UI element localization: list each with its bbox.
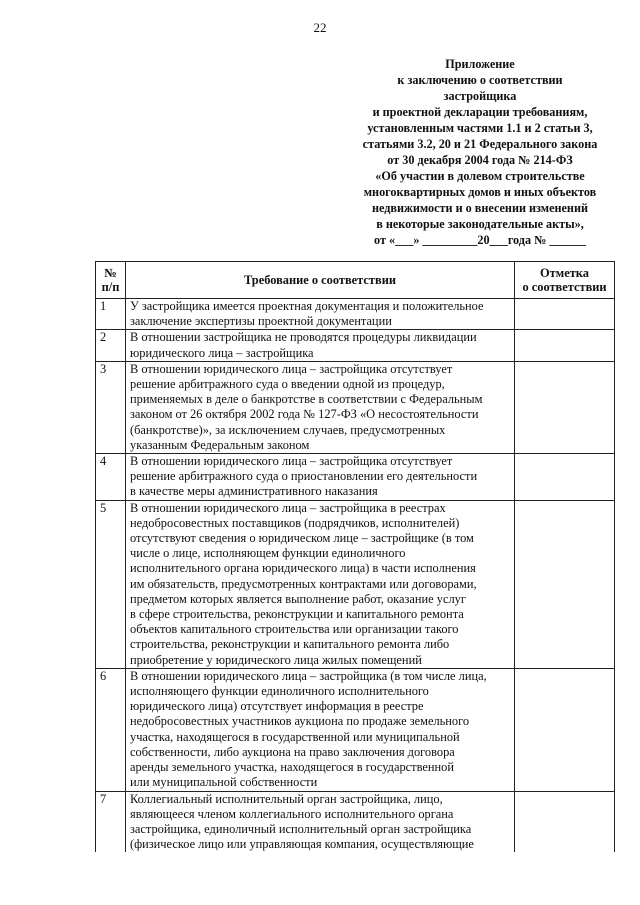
appendix-line: многоквартирных домов и иных объектов: [363, 185, 597, 199]
requirement-line: им обязательств, предусмотренных контрактами или договорами,: [130, 576, 477, 591]
appendix-line: «Об участии в долевом строительстве: [375, 169, 585, 183]
requirement-line: В отношении юридического лица – застройщика отсутствует: [130, 454, 453, 469]
requirement-line: заключение экспертизы проектной документации: [130, 314, 392, 329]
requirement-line: застройщика, единоличный исполнительный орган застройщика: [130, 821, 472, 836]
requirement-line: У застройщика имеется проектная документация и положительное: [130, 299, 484, 313]
requirement-text: [126, 454, 515, 501]
appendix-line: статьями 3.2, 20 и 21 Федерального закона: [362, 137, 598, 151]
requirement-line: (физическое лицо или управляющая компания, осуществляющие: [130, 837, 474, 852]
header-requirement: Требование о соответствии: [126, 262, 515, 299]
appendix-line: к заключению о соответствии: [397, 73, 563, 87]
table-row: [96, 668, 615, 791]
header-number-line: №: [104, 266, 117, 280]
requirement-line: В отношении застройщика не проводятся процедуры ликвидации: [130, 330, 477, 345]
requirement-line: в сфере строительства, реконструкции и капитального ремонта: [130, 607, 464, 622]
page-number: 22: [313, 20, 327, 35]
requirement-line: В отношении юридического лица – застройщика (в том числе лица,: [130, 668, 487, 683]
requirement-line: собственности, либо аукциона на право заключения договора: [130, 744, 455, 759]
requirement-line: числе о лице, исполняющем функции единоличного: [130, 546, 406, 561]
table-header-row: [96, 262, 615, 299]
header-mark: [515, 262, 615, 299]
requirement-text: [126, 299, 515, 330]
requirements-table: [95, 261, 615, 852]
requirement-line: аренды земельного участка, находящегося в государственной: [130, 760, 454, 775]
requirement-line: (банкротстве)», за исключением случаев, предусмотренных: [130, 422, 446, 437]
requirement-line: являющееся членом коллегиального исполнительного органа: [130, 806, 454, 821]
compliance-mark-cell[interactable]: [515, 668, 615, 791]
row-number: 3: [96, 361, 126, 453]
appendix-line: от «___» _________20___года № ______: [374, 233, 586, 247]
table-row: [96, 791, 615, 852]
appendix-line: недвижимости и о внесении изменений: [371, 201, 588, 215]
requirement-text: [126, 500, 515, 668]
requirement-line: исполнительного органа юридического лица) в части исполнения: [130, 561, 476, 576]
requirement-line: юридического лица – застройщика: [130, 345, 314, 360]
appendix-line: застройщика: [443, 89, 517, 103]
appendix-line: Приложение: [445, 57, 515, 71]
requirement-text: [126, 361, 515, 453]
requirement-text: [126, 668, 515, 791]
row-number: 1: [96, 299, 126, 330]
appendix-line: установленным частями 1.1 и 2 статьи 3,: [367, 121, 593, 135]
compliance-mark-cell[interactable]: [515, 361, 615, 453]
requirement-line: приобретение у юридического лица жилых помещений: [130, 652, 422, 667]
requirement-line: Коллегиальный исполнительный орган застройщика, лицо,: [130, 791, 443, 806]
requirement-line: отсутствуют сведения о юридическом лице – застройщике (в том: [130, 531, 474, 546]
row-number: 2: [96, 330, 126, 361]
requirement-line: применяемых в деле о банкротстве в соответствии с Федеральным: [130, 392, 483, 407]
requirement-line: участка, находящегося в государственной или муниципальной: [130, 729, 460, 744]
compliance-mark-cell[interactable]: [515, 500, 615, 668]
compliance-mark-cell[interactable]: [515, 330, 615, 361]
table-row: [96, 299, 615, 330]
requirement-line: недобросовестных поставщиков (подрядчиков, исполнителей): [130, 515, 460, 530]
appendix-heading: [332, 56, 628, 248]
header-number: [96, 262, 126, 299]
requirement-text: [126, 791, 515, 852]
table-row: [96, 330, 615, 361]
requirement-line: В отношении юридического лица – застройщика отсутствует: [130, 361, 453, 376]
requirement-line: объектов капитального строительства или организации такого: [130, 622, 459, 637]
requirement-line: предметом которых является выполнение работ, оказание услуг: [130, 591, 466, 606]
header-mark-line: о соответствии: [522, 280, 607, 294]
compliance-mark-cell[interactable]: [515, 791, 615, 852]
compliance-mark-cell[interactable]: [515, 299, 615, 330]
requirement-line: недобросовестных участников аукциона по продаже земельного: [130, 714, 470, 729]
row-number: 7: [96, 791, 126, 852]
appendix-line: от 30 декабря 2004 года № 214-ФЗ: [387, 153, 573, 167]
row-number: 4: [96, 454, 126, 501]
table-row: [96, 500, 615, 668]
appendix-line: и проектной декларации требованиям,: [372, 105, 588, 119]
row-number: 6: [96, 668, 126, 791]
compliance-mark-cell[interactable]: [515, 454, 615, 501]
requirement-line: юридического лица) отсутствует информация в реестре: [130, 699, 424, 714]
table-row: [96, 361, 615, 453]
requirement-line: строительства, реконструкции и капитального ремонта либо: [130, 637, 450, 652]
header-mark-line: Отметка: [540, 266, 589, 280]
requirement-line: указанным Федеральным законом: [130, 437, 310, 452]
requirement-text: [126, 330, 515, 361]
requirement-line: или муниципальной собственности: [130, 775, 318, 790]
requirement-line: в качестве меры административного наказания: [130, 484, 378, 499]
requirement-line: исполняющего функции единоличного исполнительного: [130, 684, 429, 699]
requirement-line: законом от 26 октября 2002 года № 127-ФЗ «О несостоятельности: [130, 407, 479, 422]
requirement-line: решение арбитражного суда о приостановлении его деятельности: [130, 469, 478, 484]
requirement-line: решение арбитражного суда о введении одной из процедур,: [130, 377, 445, 392]
appendix-line: в некоторые законодательные акты»,: [376, 217, 584, 231]
row-number: 5: [96, 500, 126, 668]
header-number-line: п/п: [101, 280, 120, 294]
requirement-line: В отношении юридического лица – застройщика в реестрах: [130, 500, 446, 515]
table-row: [96, 454, 615, 501]
